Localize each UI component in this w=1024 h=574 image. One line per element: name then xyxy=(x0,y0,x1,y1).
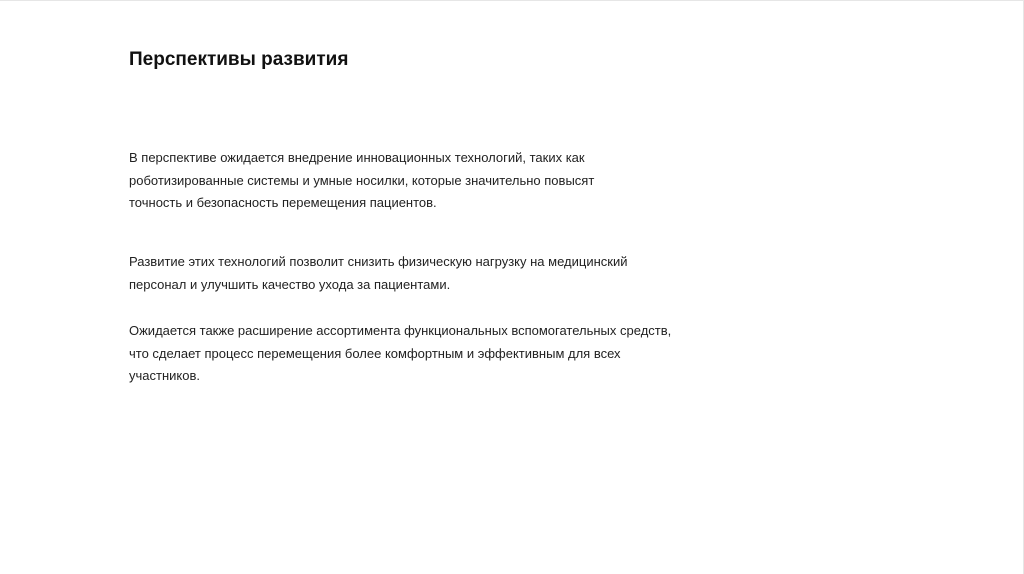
paragraph-innovations: В перспективе ожидается внедрение инновационных технологий, таких как роботизированные системы и умные носилки, которые значительно повысят точность и безопасность перемещения пациентов. xyxy=(129,150,595,210)
paragraph-assistive-devices: Ожидается также расширение ассортимента функциональных вспомогательных средств, что сделает процесс перемещения более комфортным и эффективным для всех участников. xyxy=(129,323,672,383)
paragraph-staff-workload: Развитие этих технологий позволит снизить физическую нагрузку на медицинский персонал и улучшить качество ухода за пациентами. xyxy=(129,254,628,292)
slide-title: Перспективы развития xyxy=(129,49,349,70)
